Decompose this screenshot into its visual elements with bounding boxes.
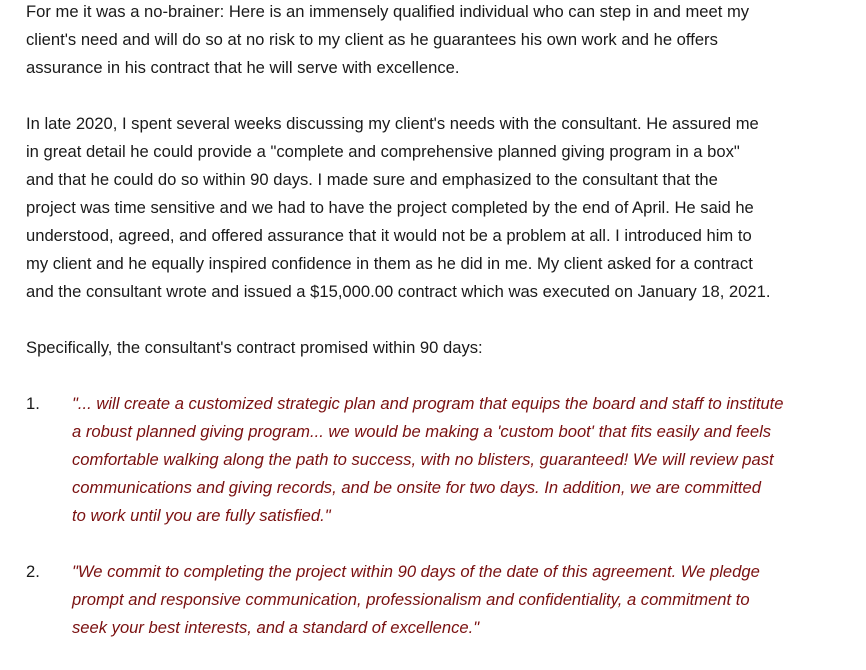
contract-promises-list — [26, 390, 862, 642]
quote-line: to work until you are fully satisfied." — [72, 506, 331, 525]
quote-line: seek your best interests, and a standard of excellence." — [72, 618, 480, 637]
paragraph-line: and that he could do so within 90 days. I made sure and emphasized to the consultant that the — [26, 170, 718, 189]
paragraph-specifically — [26, 334, 862, 362]
quote-line: a robust planned giving program... we would be making a 'custom boot' that fits easily and feels — [72, 422, 772, 441]
paragraph-line: in great detail he could provide a "complete and comprehensive planned giving program in a box" — [26, 142, 740, 161]
list-item — [26, 558, 862, 642]
list-item-number: 2. — [26, 562, 40, 581]
paragraph-line: assurance in his contract that he will serve with excellence. — [26, 58, 460, 77]
list-item — [26, 390, 862, 530]
paragraph-line: project was time sensitive and we had to have the project completed by the end of April. He said he — [26, 198, 754, 217]
paragraph-line: understood, agreed, and offered assurance that it would not be a problem at all. I introduced him to — [26, 226, 752, 245]
paragraph-line: client's need and will do so at no risk to my client as he guarantees his own work and he offers — [26, 30, 718, 49]
paragraph-no-brainer — [26, 0, 862, 82]
contract-quote — [72, 390, 862, 530]
quote-line: prompt and responsive communication, professionalism and confidentiality, a commitment to — [72, 590, 750, 609]
list-item-number: 1. — [26, 394, 40, 413]
contract-quote — [72, 558, 862, 642]
paragraph-line: and the consultant wrote and issued a $15,000.00 contract which was executed on January 18, 2021. — [26, 282, 771, 301]
quote-line: communications and giving records, and be onsite for two days. In addition, we are committed — [72, 478, 761, 497]
paragraph-line: In late 2020, I spent several weeks discussing my client's needs with the consultant. He assured me — [26, 114, 759, 133]
paragraph-line: For me it was a no-brainer: Here is an immensely qualified individual who can step in and meet my — [26, 2, 750, 21]
paragraph-line: Specifically, the consultant's contract promised within 90 days: — [26, 338, 483, 357]
paragraph-line: my client and he equally inspired confidence in them as he did in me. My client asked for a contract — [26, 254, 753, 273]
paragraph-late-2020 — [26, 110, 862, 306]
document-body — [26, 0, 862, 670]
quote-line: "We commit to completing the project within 90 days of the date of this agreement. We pledge — [72, 562, 760, 581]
quote-line: comfortable walking along the path to success, with no blisters, guaranteed! We will review past — [72, 450, 774, 469]
quote-line: "... will create a customized strategic plan and program that equips the board and staff to institute — [72, 394, 784, 413]
